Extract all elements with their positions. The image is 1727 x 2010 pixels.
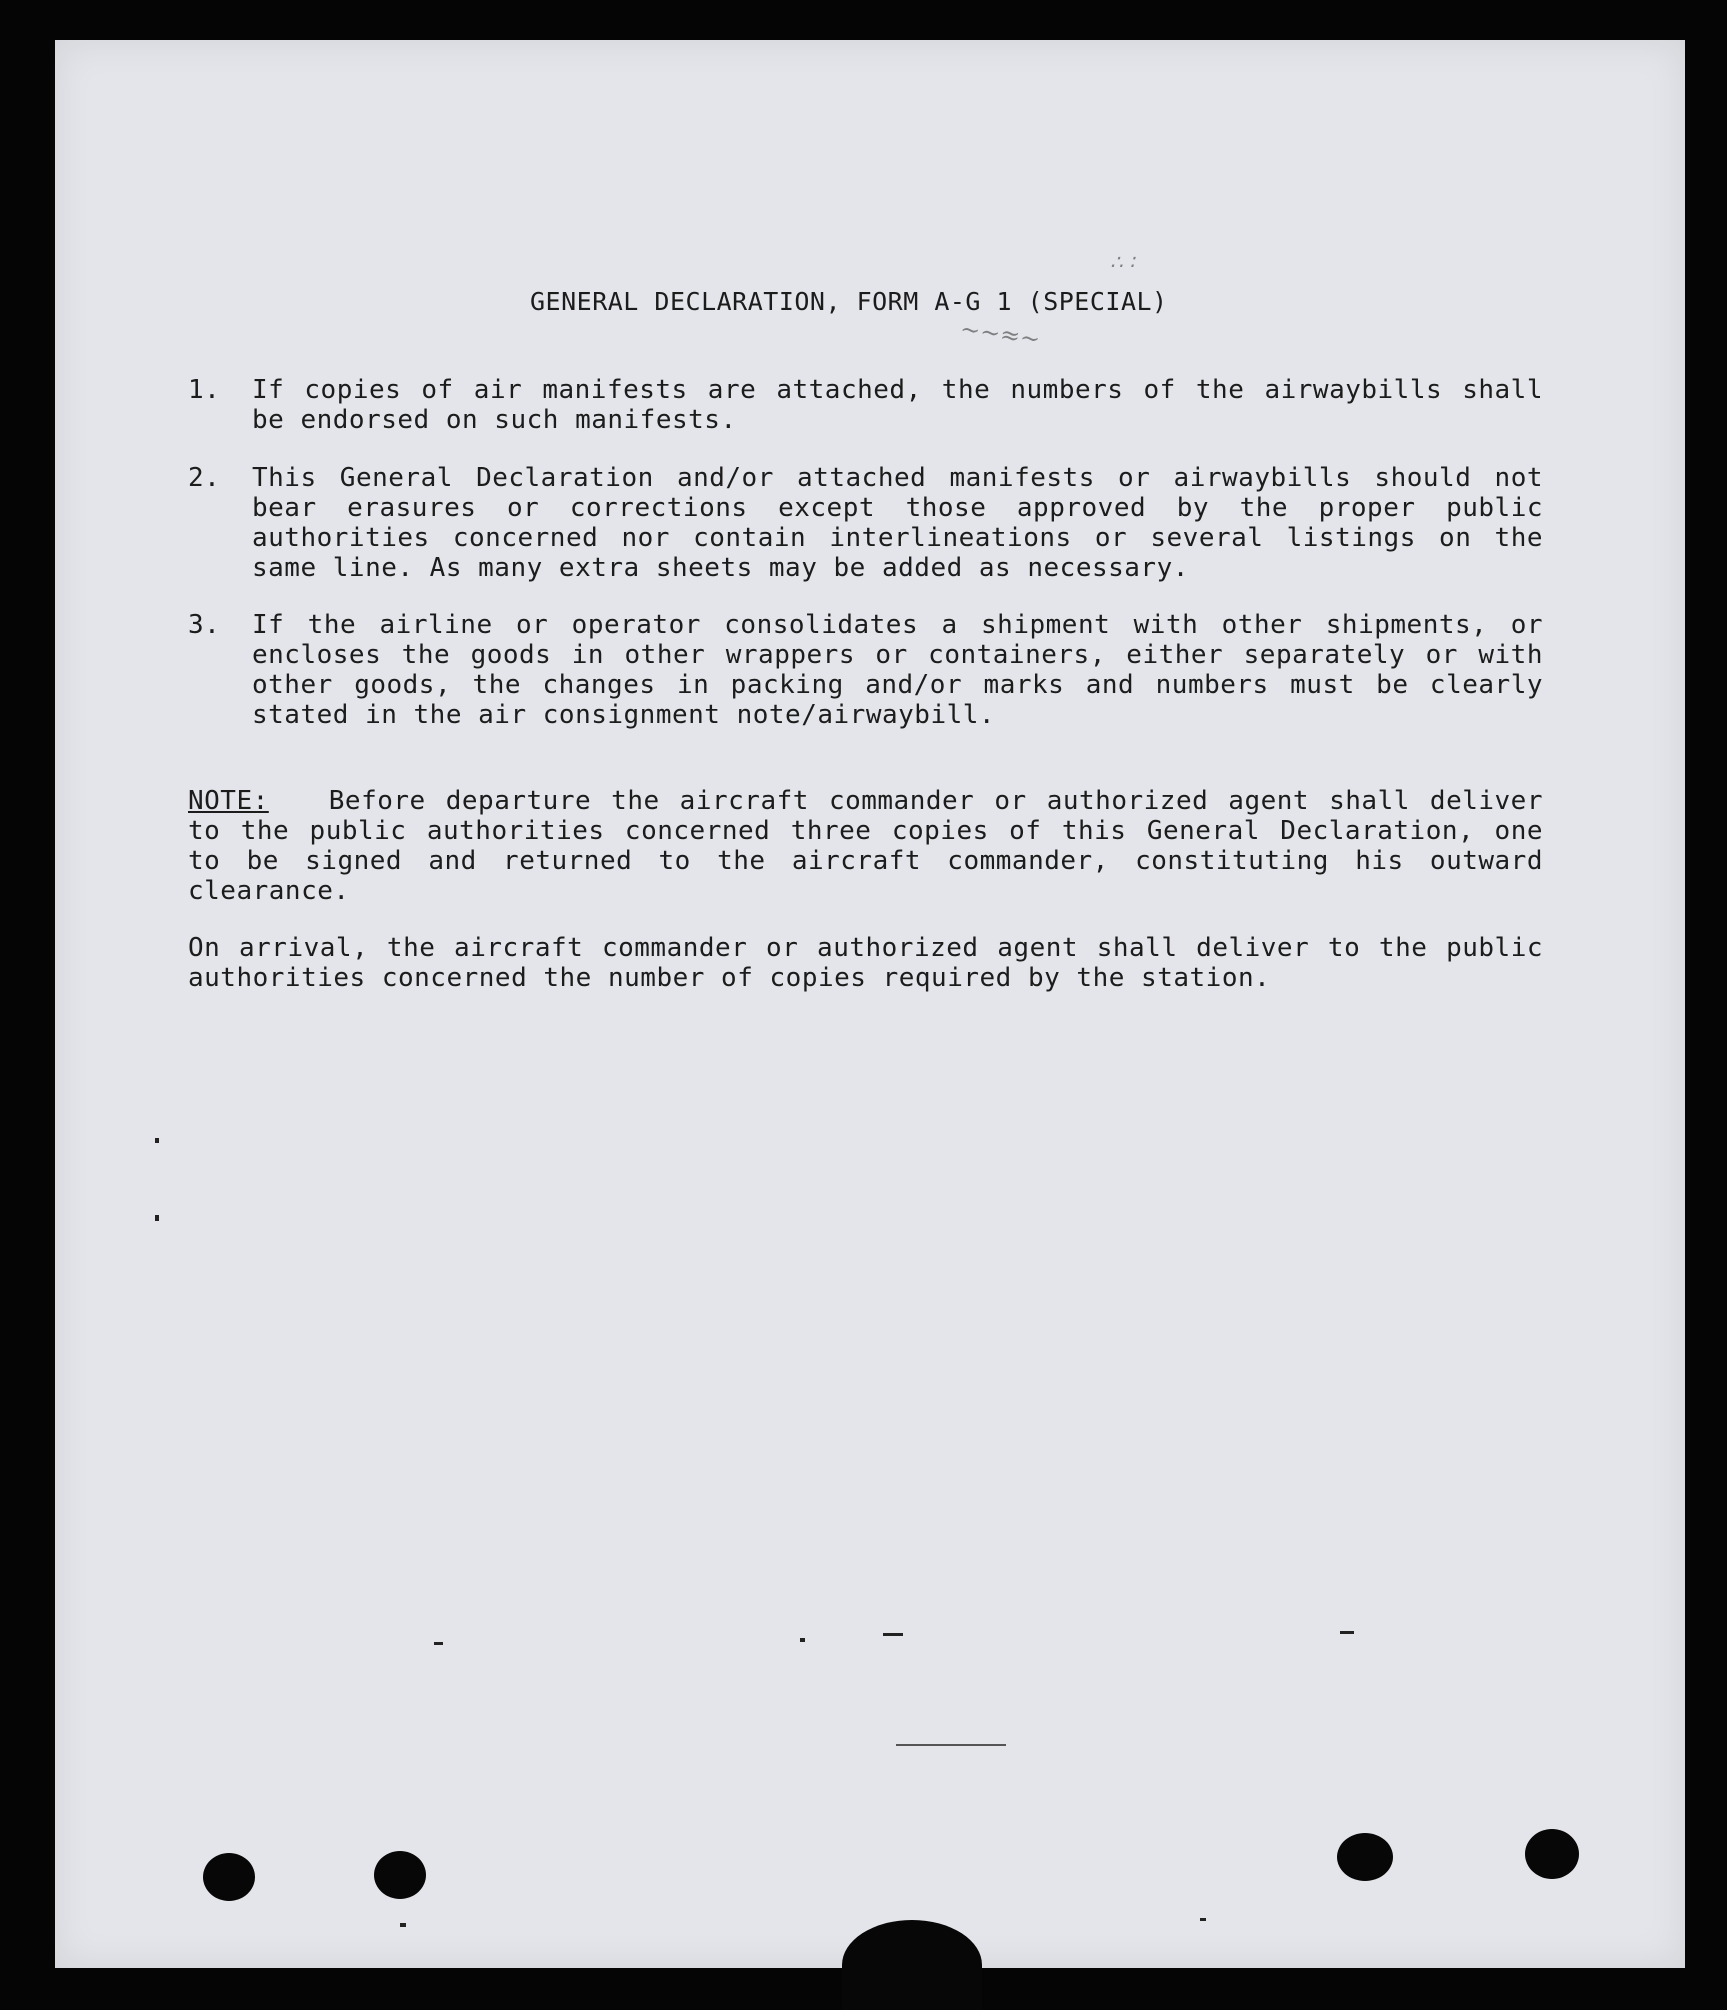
speck xyxy=(434,1642,443,1645)
speck xyxy=(155,1138,159,1143)
list-item-text: If copies of air manifests are attached, the numbers of the airwaybills shall be endorsed on such manifests. xyxy=(252,375,1543,435)
list-item xyxy=(188,610,1543,730)
punch-hole xyxy=(1337,1833,1393,1881)
punch-hole xyxy=(374,1851,426,1899)
list-item-number: 3. xyxy=(188,610,221,640)
list-item-number: 1. xyxy=(188,375,221,405)
punch-hole xyxy=(203,1853,255,1901)
list-item-number: 2. xyxy=(188,463,221,493)
speck xyxy=(1200,1918,1206,1921)
note-label: NOTE: xyxy=(188,786,269,816)
speck xyxy=(155,1215,159,1221)
speck xyxy=(800,1638,805,1642)
paper-sheet xyxy=(55,40,1685,1968)
list-item-text: If the airline or operator consolidates a shipment with other shipments, or encloses the goods in other wrappers or containers, either separately or with other goods, the changes in packing and/or marks and numbers must be clearly stated in the air consignment note/airwaybill. xyxy=(252,610,1543,730)
speck xyxy=(400,1923,406,1927)
punch-hole xyxy=(1525,1829,1579,1879)
speck xyxy=(883,1633,903,1636)
note-paragraph xyxy=(188,786,1543,906)
list-item xyxy=(188,463,1543,583)
list-item-text: This General Declaration and/or attached manifests or airwaybills should not bear erasures or corrections except those approved by the proper public authorities concerned nor contain interlineations or several listings on the same line. As many extra sheets may be added as necessary. xyxy=(252,463,1543,583)
arrival-paragraph: On arrival, the aircraft commander or authorized agent shall deliver to the public authorities concerned the number of copies required by the station. xyxy=(188,933,1543,993)
note-text: Before departure the aircraft commander or authorized agent shall deliver to the public authorities concerned three copies of this General Declaration, one to be signed and returned to the aircraft commander, constituting his outward clearance. xyxy=(188,786,1543,906)
speck xyxy=(1340,1631,1354,1634)
bottom-tear xyxy=(842,1920,982,2010)
handwritten-mark: ∼∼≈∼ xyxy=(958,314,1042,354)
page-title: GENERAL DECLARATION, FORM A-G 1 (SPECIAL) xyxy=(530,287,1168,316)
speck xyxy=(896,1744,1006,1746)
list-item xyxy=(188,375,1543,435)
handwritten-mark: ∴ ∶ xyxy=(1110,250,1135,274)
